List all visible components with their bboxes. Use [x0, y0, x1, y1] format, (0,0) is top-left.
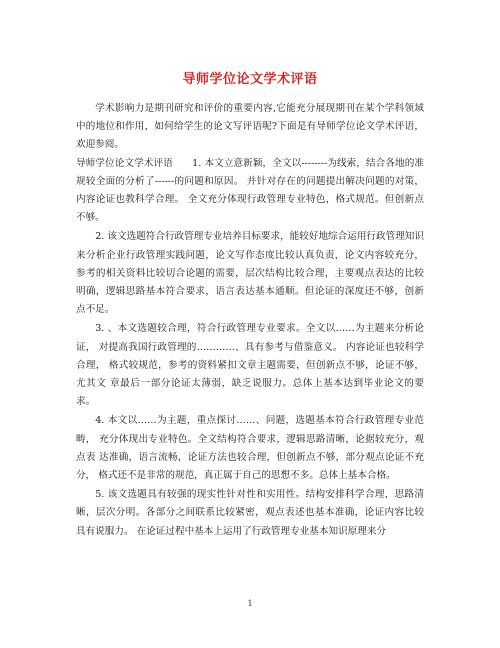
document-title: 导师学位论文学术评语 — [182, 72, 318, 87]
paragraph-1: 导师学位论文学术评语 1. 本文立意新颖，全文以--------为线索，结合各地的准规较全面的分析了------的问题和原因。 并针对存在的问题提出解决问题的对策， 内容论证也教科学合理。 全文充分体现行政管理专业特色，格式规范。但创新点不够。 — [76, 157, 424, 224]
document-body — [76, 100, 424, 541]
page-number: 1 — [247, 599, 253, 608]
paragraph-2: 2. 该文选题符合行政管理专业培养目标要求，能较好地综合运用行政管理知识 来分析企业行政管理实践问题，论文写作态度比较认真负责，论文内容较充分， 参考的相关资料比较切合论题的需要，层次结构比较合理，主要观点表达的比较 明确，逻辑思路基本符合要求，语言表达基本通顺。但论证的深度还不够，创新 点不足。 — [76, 231, 424, 316]
paragraph-4: 4. 本文以……为主题，重点探讨……、问题，选题基本符合行政管理专业范畴， 充分体现出专业特色。全文结构符合要求，逻辑思路清晰，论据较充分，观点表 达准确，语言流畅，论证方法也较合理，但创新点不够，部分观点论证不充分， 格式还不是非常的规范，真正属于自己的思想不多。总体上基本合格。 — [76, 415, 424, 482]
paragraph-5: 5. 该文选题具有较强的现实性针对性和实用性。结构安排科学合理，思路清 晰，层次分明。各部分之间联系比较紧密，观点表述也基本准确，论证内容比较 具有说服力。 在论证过程中基本上运用了行政管理专业基本知识原理来分 — [76, 489, 424, 537]
intro-paragraph: 学术影响力是期刊研究和评价的重要内容,它能充分展现期刊在某个学科领域中的地位和作用，如何给学生的论文写评语呢?下面是有导师学位论文学术评语，欢迎参阅。 — [76, 103, 424, 151]
paragraph-3: 3. 、本文选题较合理，符合行政管理专业要求。全文以……为主题来分析论证， 对提高我国行政管理的…………、具有参考与借鉴意义。 内容论证也较科学合理， 格式较规范，参考的资料紧扣文章主题需要，但创新点不够，论证不够，尤其文 章最后一部分论证太薄弱，缺乏说服力。总体上基本达到毕业论文的要求。 — [76, 323, 424, 408]
